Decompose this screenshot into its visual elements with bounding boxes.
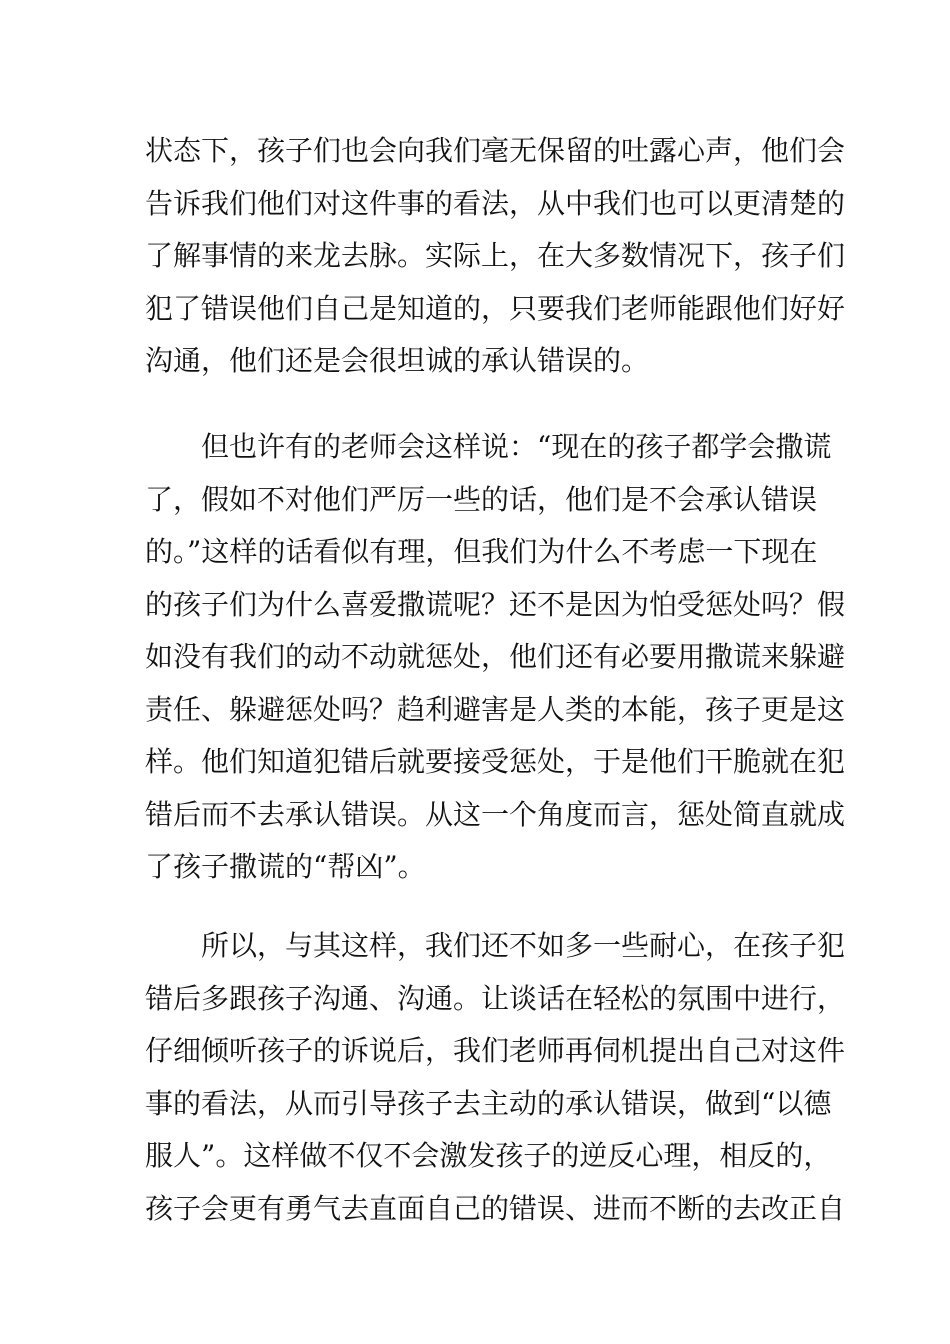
text-line: 责任、躲避惩处吗？趋利避害是人类的本能，孩子更是这: [145, 692, 846, 726]
text-line: 了孩子撒谎的“帮凶”。: [145, 850, 426, 883]
text-line: 样。他们知道犯错后就要接受惩处，于是他们干脆就在犯: [145, 745, 846, 778]
text-line: 状态下，孩子们也会向我们毫无保留的吐露心声，他们会: [145, 134, 846, 167]
text-line: 错后而不去承认错误。从这一个角度而言，惩处简直就成: [145, 797, 846, 831]
text-line: 的。”这样的话看似有理，但我们为什么不考虑一下现在: [145, 535, 818, 568]
paragraph-1: [145, 125, 846, 388]
text-line: 但也许有的老师会这样说：“现在的孩子都学会撒谎: [145, 430, 832, 463]
text-line: 告诉我们他们对这件事的看法，从中我们也可以更清楚的: [145, 186, 846, 220]
text-line: 如没有我们的动不动就惩处，他们还有必要用撒谎来躲避: [145, 640, 846, 673]
text-line: 犯了错误他们自己是知道的，只要我们老师能跟他们好好: [145, 291, 846, 325]
text-line: 的孩子们为什么喜爱撒谎呢？还不是因为怕受惩处吗？假: [145, 587, 846, 621]
text-line: 孩子会更有勇气去直面自己的错误、进而不断的去改正自: [145, 1191, 846, 1225]
text-line: 服人”。这样做不仅不会激发孩子的逆反心理，相反的，: [145, 1139, 832, 1172]
text-line: 事的看法，从而引导孩子去主动的承认错误，做到“以德: [145, 1086, 832, 1120]
text-line: 所以，与其这样，我们还不如多一些耐心，在孩子犯: [145, 929, 846, 962]
text-line: 了解事情的来龙去脉。实际上，在大多数情况下，孩子们: [145, 239, 846, 272]
text-line: 仔细倾听孩子的诉说后，我们老师再伺机提出自己对这件: [145, 1034, 846, 1067]
text-line: 错后多跟孩子沟通、沟通。让谈话在轻松的氛围中进行，: [145, 981, 846, 1015]
text-line: 了，假如不对他们严厉一些的话，他们是不会承认错误: [145, 482, 818, 516]
text-line: 沟通，他们还是会很坦诚的承认错误的。: [145, 344, 650, 377]
paragraph-2: [145, 421, 846, 894]
paragraph-3: [145, 920, 846, 1235]
